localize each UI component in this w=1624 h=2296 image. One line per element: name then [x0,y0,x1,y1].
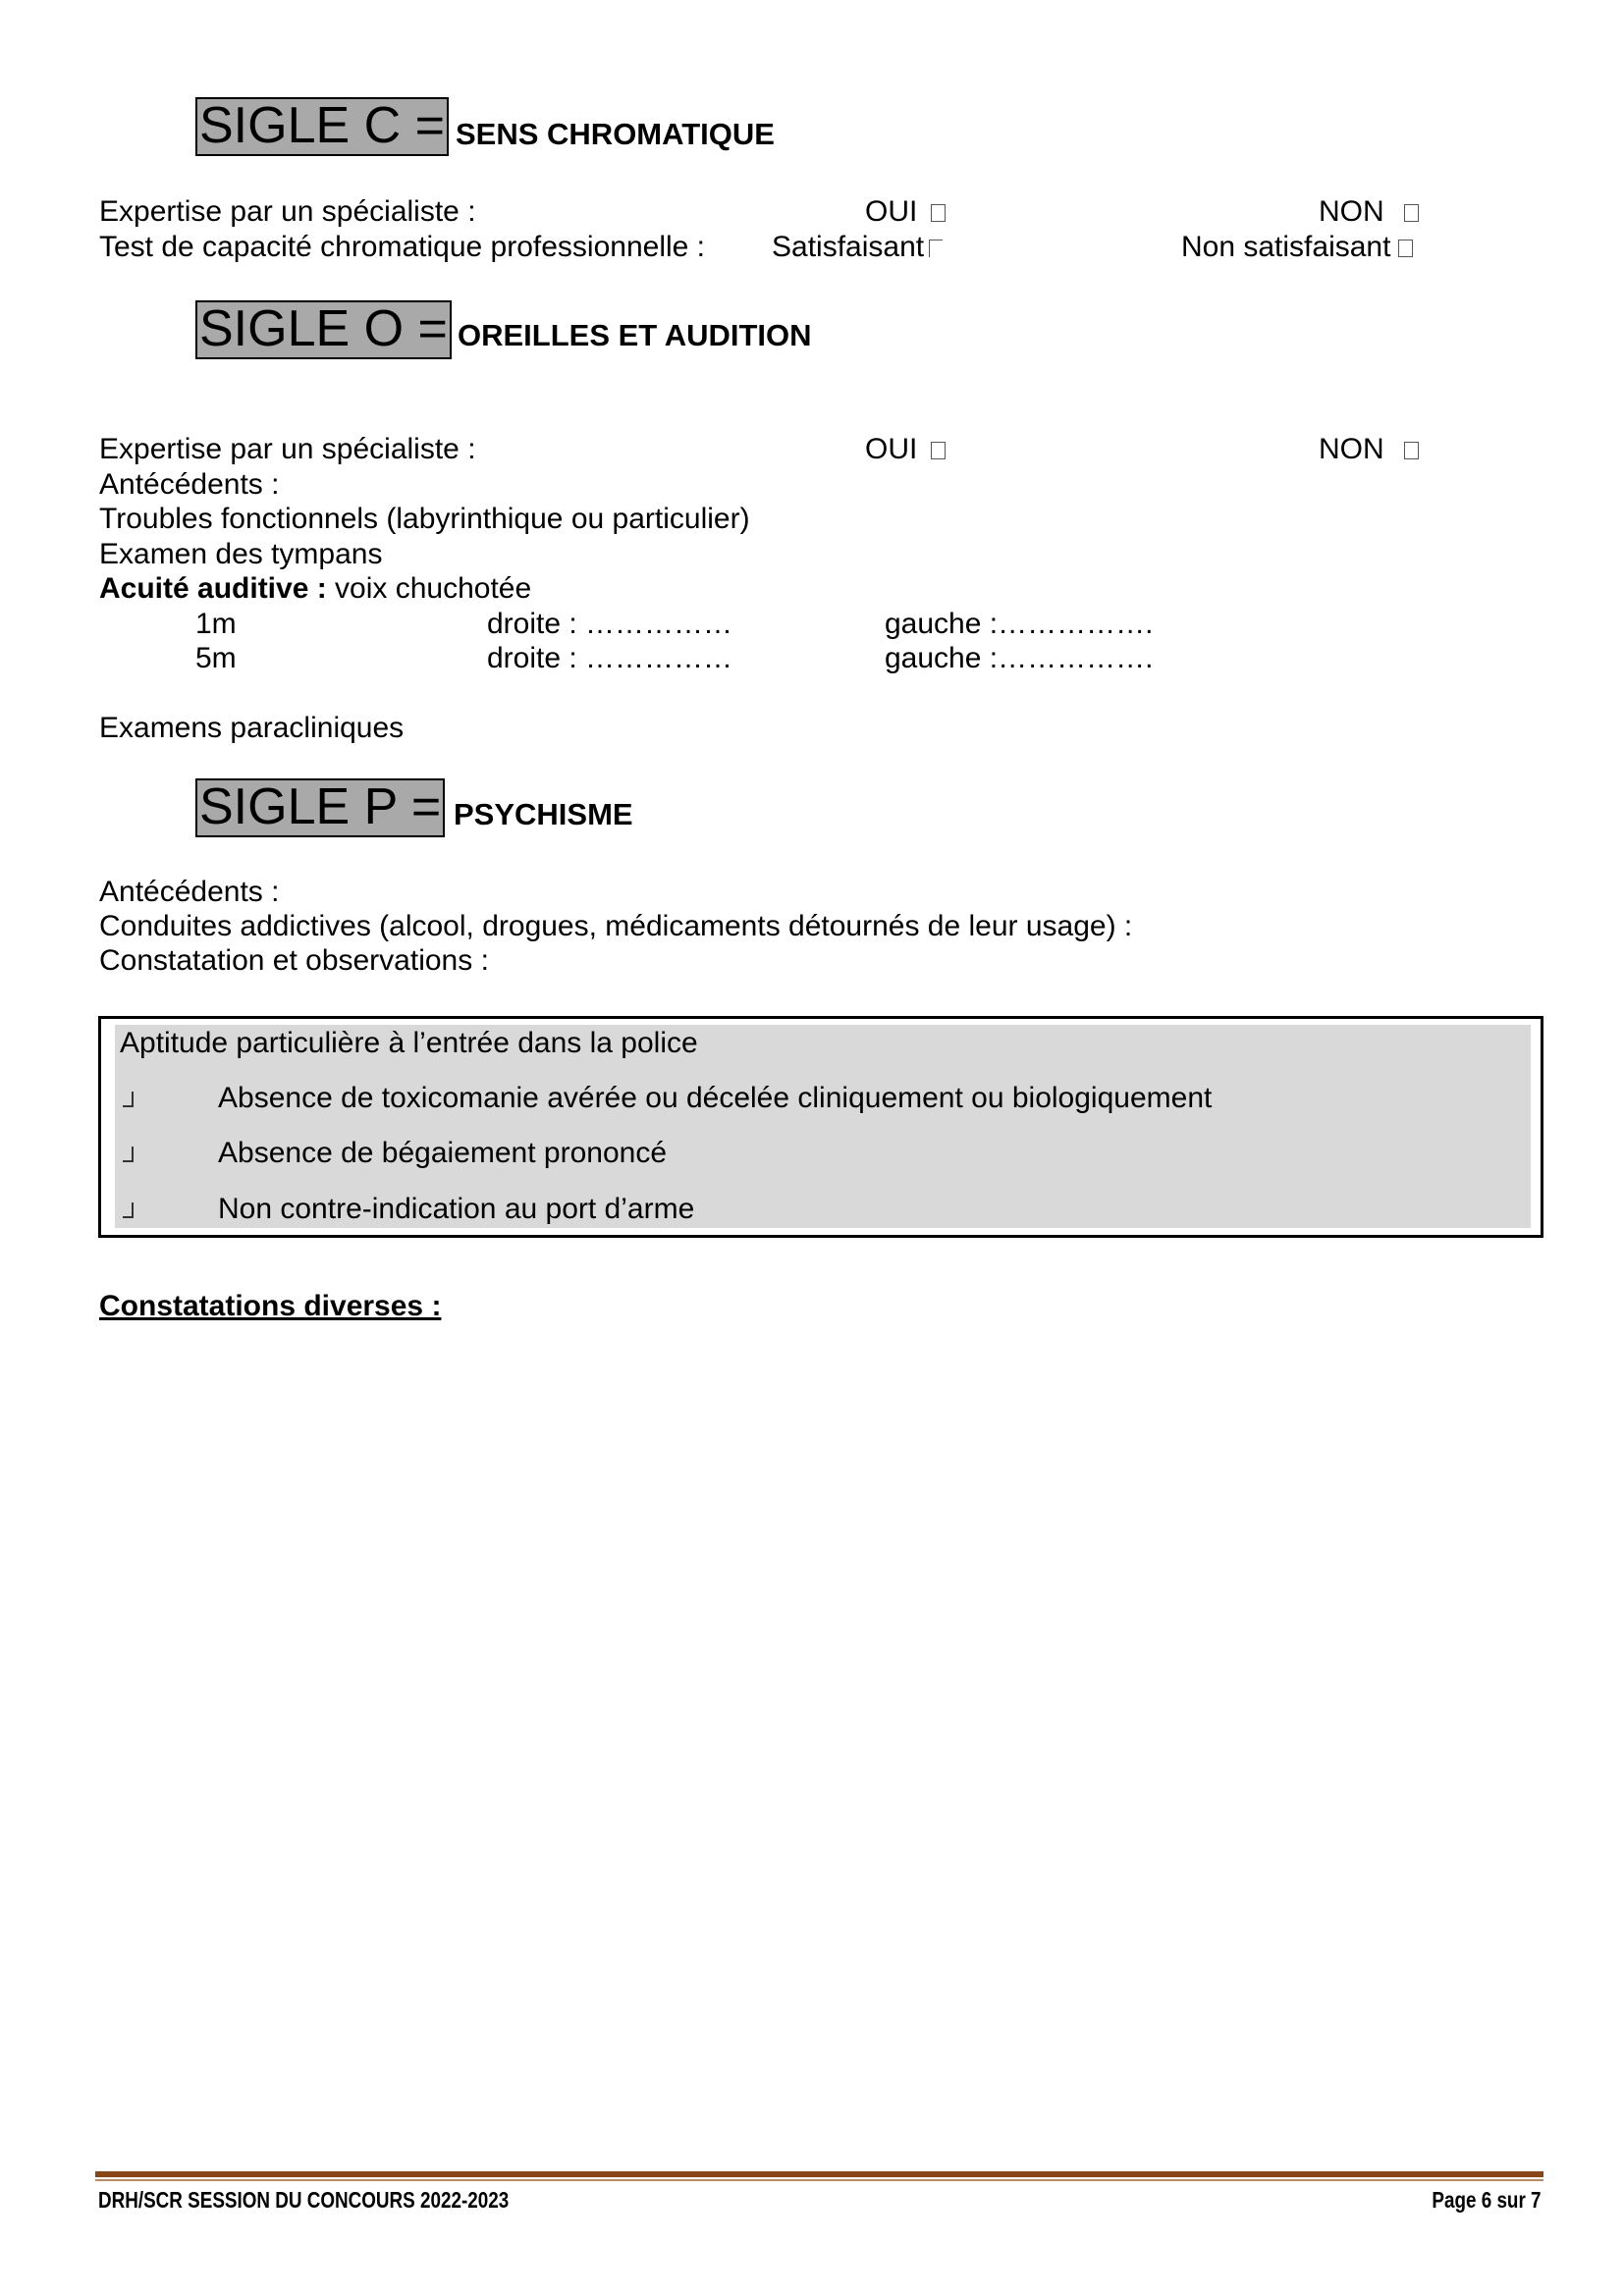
sigle-c-title: SENS CHROMATIQUE [456,117,775,151]
p-conduites: Conduites addictives (alcool, drogues, médicaments détournés de leur usage) : [99,910,1133,942]
o-tympans: Examen des tympans [99,538,383,570]
o-oui-label: OUI [865,433,918,465]
c-non-checkbox[interactable] [1404,204,1419,222]
o-row-2-distance: 5m [195,642,237,674]
p-constatation: Constatation et observations : [99,944,489,977]
o-acuite-line [99,571,531,607]
o-troubles: Troubles fonctionnels (labyrinthique ou particulier) [99,503,750,535]
c-non-option[interactable] [1319,194,1419,230]
o-oui-option[interactable] [865,432,946,467]
c-satisfaisant-option[interactable] [772,230,943,265]
o-row-1-droite: droite : …………… [487,608,733,640]
o-non-checkbox[interactable] [1404,442,1419,459]
o-expertise-label: Expertise par un spécialiste : [99,433,476,465]
c-oui-label: OUI [865,195,918,228]
footer-rule-thin [95,2179,1543,2181]
o-row-1-distance: 1m [195,608,237,640]
sigle-o-title: OREILLES ET AUDITION [458,318,812,352]
c-expertise-label: Expertise par un spécialiste : [99,195,476,228]
c-non-satisfaisant-option[interactable] [1181,230,1413,265]
footer-page-number: Page 6 sur 7 [1432,2187,1542,2213]
o-examens: Examens paracliniques [99,712,405,744]
aptitude-item-2-checkbox[interactable] [123,1147,134,1162]
o-row-2-droite: droite : …………… [487,642,733,674]
aptitude-item-3-checkbox[interactable] [123,1202,134,1218]
p-antecedents: Antécédents : [99,876,280,908]
c-test-label: Test de capacité chromatique professionnelle : [99,231,706,263]
o-row-2-gauche: gauche :……………. [885,642,1154,674]
aptitude-item-2-label: Absence de bégaiement prononcé [218,1137,668,1169]
o-acuite-bold: Acuité auditive : [99,572,327,605]
aptitude-item-1-label: Absence de toxicomanie avérée ou décelée cliniquement ou biologiquement [218,1082,1213,1114]
c-non-satisfaisant-label: Non satisfaisant [1181,231,1391,263]
o-row-1-gauche: gauche :……………. [885,608,1154,640]
aptitude-heading: Aptitude particulière à l’entrée dans la police [120,1027,698,1059]
c-satisfaisant-checkbox[interactable] [929,240,943,257]
c-oui-checkbox[interactable] [931,204,946,222]
footer-session: DRH/SCR SESSION DU CONCOURS 2022-2023 [98,2187,510,2213]
o-acuite-rest: voix chuchotée [326,572,532,605]
o-non-option[interactable] [1319,432,1419,467]
c-satisfaisant-label: Satisfaisant [772,231,925,263]
o-non-label: NON [1319,433,1384,465]
footer-rule [95,2171,1543,2177]
sigle-o-label: SIGLE O = [195,300,452,359]
o-oui-checkbox[interactable] [931,442,946,459]
c-oui-option[interactable] [865,194,946,230]
aptitude-item-1-checkbox[interactable] [123,1092,134,1107]
c-non-label: NON [1319,195,1384,228]
aptitude-item-3-label: Non contre-indication au port d’arme [218,1193,695,1225]
sigle-p-title: PSYCHISME [454,797,633,831]
sigle-p-label: SIGLE P = [195,778,445,837]
constatations-diverses-heading: Constatations diverses : [99,1290,442,1322]
o-antecedents: Antécédents : [99,468,280,501]
c-non-satisfaisant-checkbox[interactable] [1398,240,1413,257]
sigle-c-label: SIGLE C = [195,97,449,156]
